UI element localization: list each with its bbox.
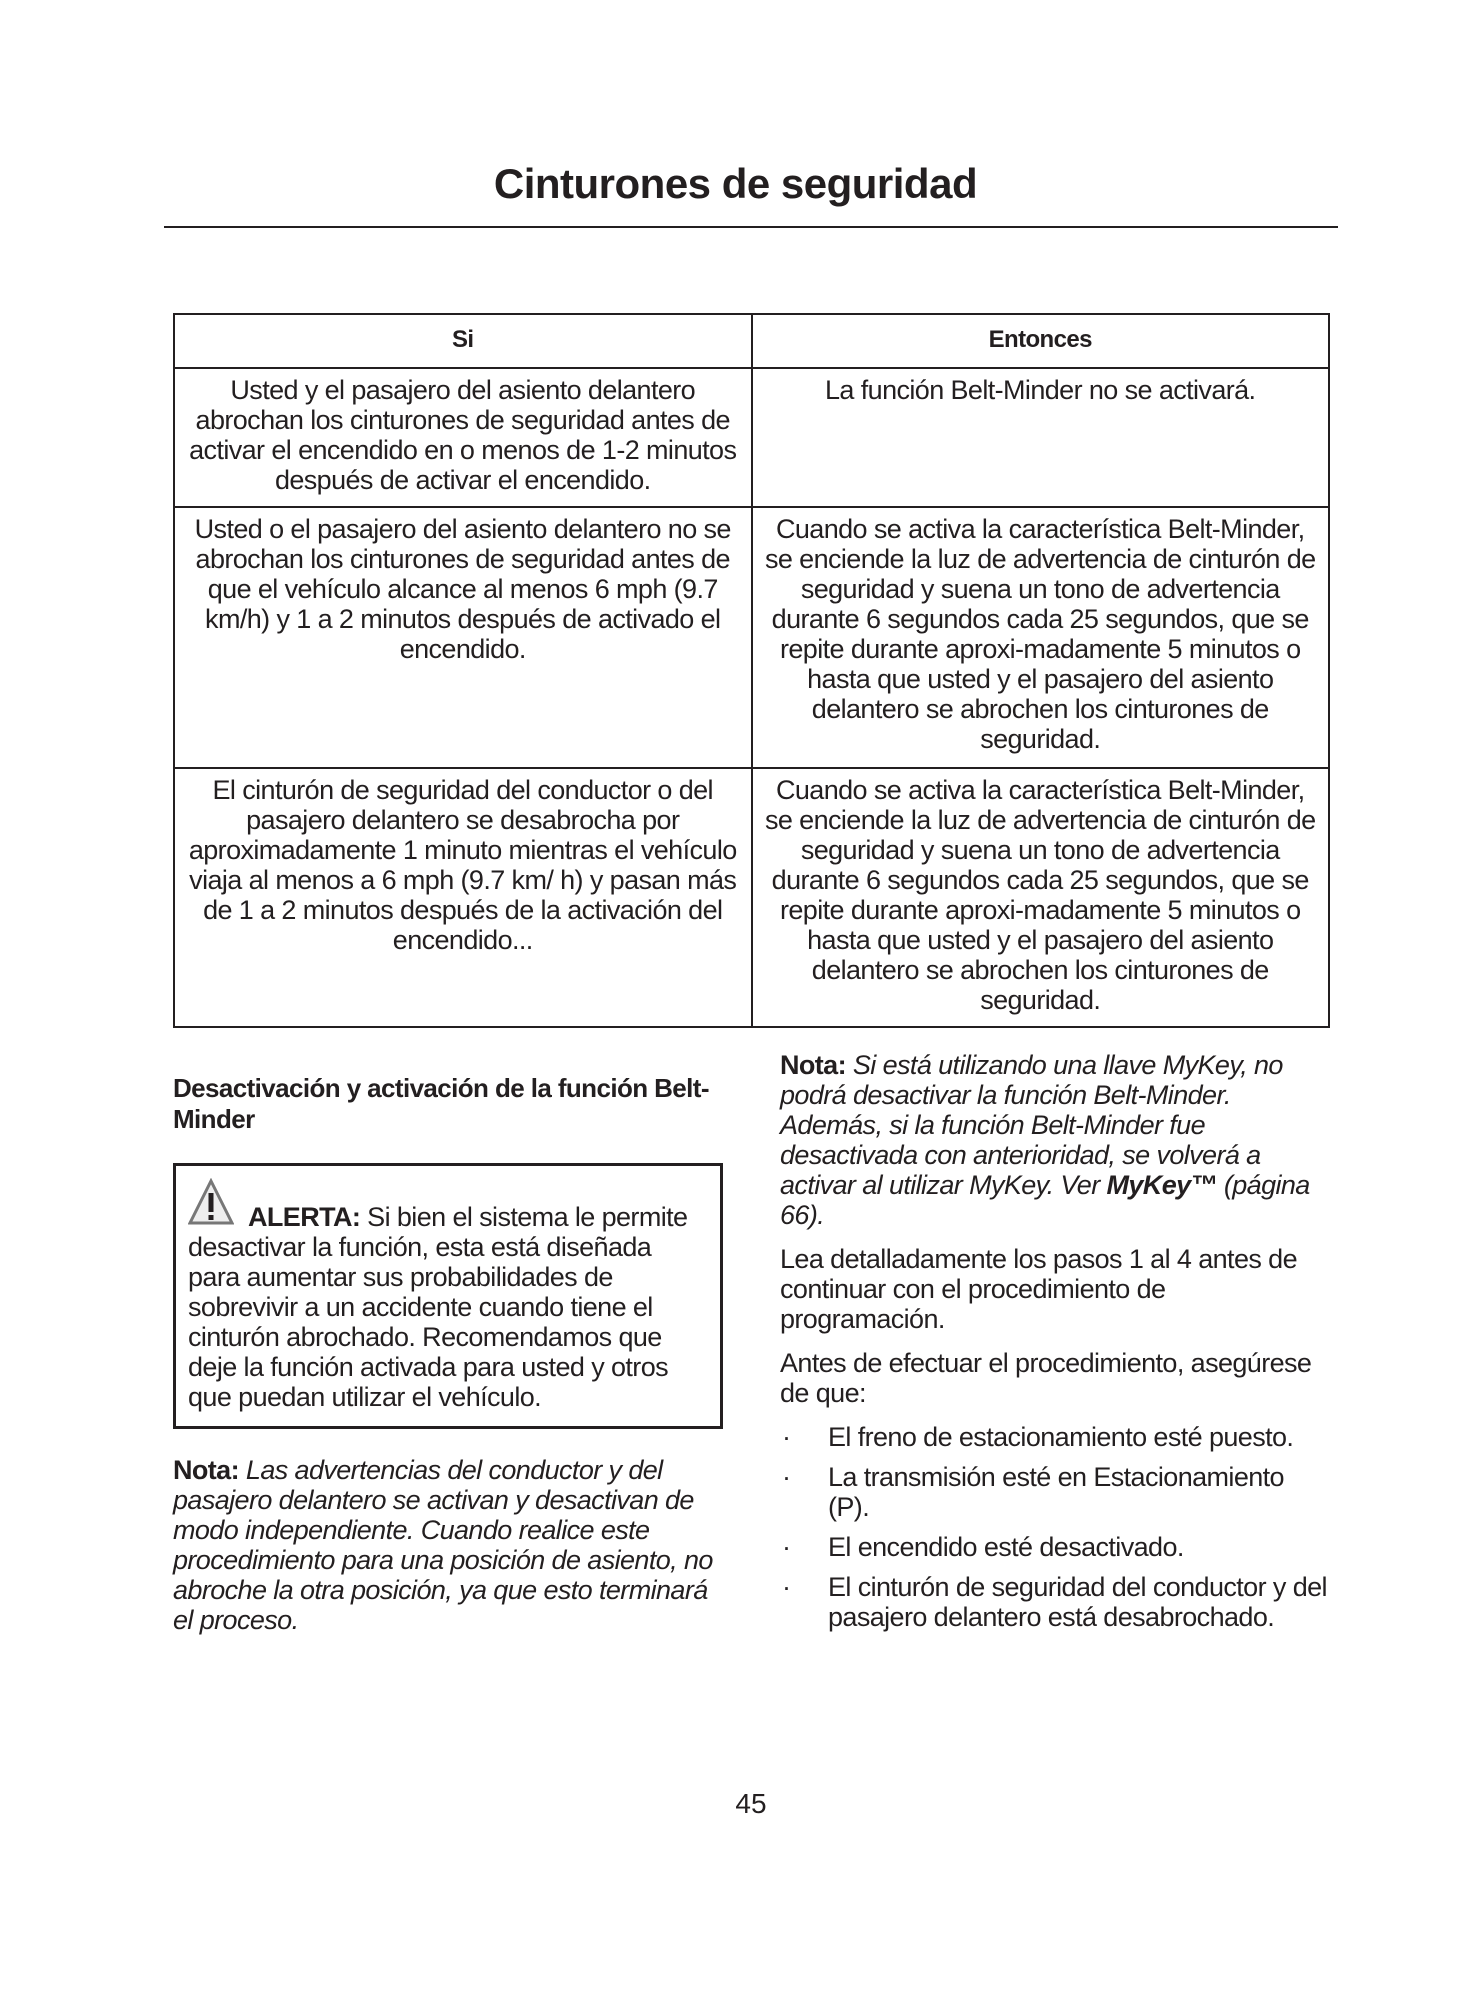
table-row bbox=[174, 768, 1329, 1027]
header-entonces: Entonces bbox=[752, 314, 1330, 368]
bullet: · bbox=[782, 1462, 791, 1492]
paragraph: Antes de efectuar el procedimiento, asegúrese de que: bbox=[780, 1348, 1312, 1408]
mykey-link[interactable]: MyKey™ bbox=[1106, 1170, 1217, 1200]
mykey-note bbox=[780, 1050, 1330, 1230]
section-heading: Desactivación y activación de la función Belt-Minder bbox=[173, 1073, 709, 1134]
table-cell: Cuando se activa la característica Belt-Minder, se enciende la luz de advertencia de cinturón de seguridad y suena un tono de advertencia durante 6 segundos cada 25 segundos, que se repite durante aproxi-madamente 5 minutos o hasta que usted y el pasajero del asiento delantero se abrochen los cinturones de seguridad. bbox=[752, 768, 1330, 1027]
list-item bbox=[780, 1462, 1330, 1522]
alert-text: Si bien el sistema le permite desactivar la función, esta está diseñada para aumentar sus probabilidades de sobrevivir a un accidente cuando tiene el cinturón abrochado. Recomendamos que deje la función activada para usted y otros que puedan utilizar el vehículo. bbox=[188, 1202, 688, 1412]
page-title: Cinturones de seguridad bbox=[493, 160, 978, 207]
page-number: 45 bbox=[735, 1788, 767, 1819]
table-cell: El cinturón de seguridad del conductor o del pasajero delantero se desabrocha por aproximadamente 1 minuto mientras el vehículo viaja al menos a 6 mph (9.7 km/ h) y pasan más de 1 a 2 minutos después de la activación del encendido... bbox=[174, 768, 752, 1027]
table-cell: Usted o el pasajero del asiento delantero no se abrochan los cinturones de seguridad antes de que el vehículo alcance al menos 6 mph (9.7 km/h) y 1 a 2 minutos después de activado el encendido. bbox=[174, 507, 752, 768]
paragraph: Lea detalladamente los pasos 1 al 4 antes de continuar con el procedimiento de programación. bbox=[780, 1244, 1297, 1334]
list-item-text: El encendido esté desactivado. bbox=[828, 1532, 1184, 1562]
table-header-row bbox=[174, 314, 1329, 368]
table-cell: La función Belt-Minder no se activará. bbox=[752, 368, 1330, 507]
note-label: Nota: bbox=[173, 1455, 239, 1485]
alert-box bbox=[173, 1163, 723, 1429]
bullet: · bbox=[782, 1532, 791, 1562]
warning-triangle-icon bbox=[188, 1178, 234, 1232]
alert-label: ALERTA: bbox=[248, 1202, 361, 1232]
bullet: · bbox=[782, 1572, 791, 1602]
belt-minder-table bbox=[173, 313, 1330, 1028]
list-item-text: La transmisión esté en Estacionamiento (P). bbox=[828, 1462, 1284, 1522]
note-text: Las advertencias del conductor y del pasajero delantero se activan y desactivan de modo independiente. Cuando realice este procedimiento para una posición de asiento, no abroche la otra posición, ya que esto terminará el proceso. bbox=[173, 1455, 713, 1635]
note-label: Nota: bbox=[780, 1050, 846, 1080]
checklist bbox=[780, 1422, 1330, 1632]
list-item-text: El freno de estacionamiento esté puesto. bbox=[828, 1422, 1294, 1452]
table-row bbox=[174, 368, 1329, 507]
table-cell: Cuando se activa la característica Belt-Minder, se enciende la luz de advertencia de cinturón de seguridad y suena un tono de advertencia durante 6 segundos cada 25 segundos, que se repite durante aproxi-madamente 5 minutos o hasta que usted y el pasajero del asiento delantero se abrochen los cinturones de seguridad. bbox=[752, 507, 1330, 768]
list-item bbox=[780, 1572, 1330, 1632]
header-si: Si bbox=[174, 314, 752, 368]
bullet: · bbox=[782, 1422, 791, 1452]
table-cell: Usted y el pasajero del asiento delantero abrochan los cinturones de seguridad antes de activar el encendido en o menos de 1-2 minutos después de activar el encendido. bbox=[174, 368, 752, 507]
left-column bbox=[173, 1073, 723, 1649]
right-column bbox=[780, 1050, 1330, 1642]
note-paragraph bbox=[173, 1455, 723, 1635]
title-divider bbox=[164, 226, 1338, 228]
note-text: Si está utilizando una llave MyKey, no podrá desactivar la función Belt-Minder. Además, si la función Belt-Minder fue desactivada con anterioridad, se volverá a activar al utilizar MyKey. Ver bbox=[780, 1050, 1283, 1200]
list-item bbox=[780, 1532, 1330, 1562]
table-row bbox=[174, 507, 1329, 768]
list-item-text: El cinturón de seguridad del conductor y del pasajero delantero está desabrochado. bbox=[828, 1572, 1327, 1632]
list-item bbox=[780, 1422, 1330, 1452]
page-reference: (página 66). bbox=[780, 1170, 1310, 1230]
